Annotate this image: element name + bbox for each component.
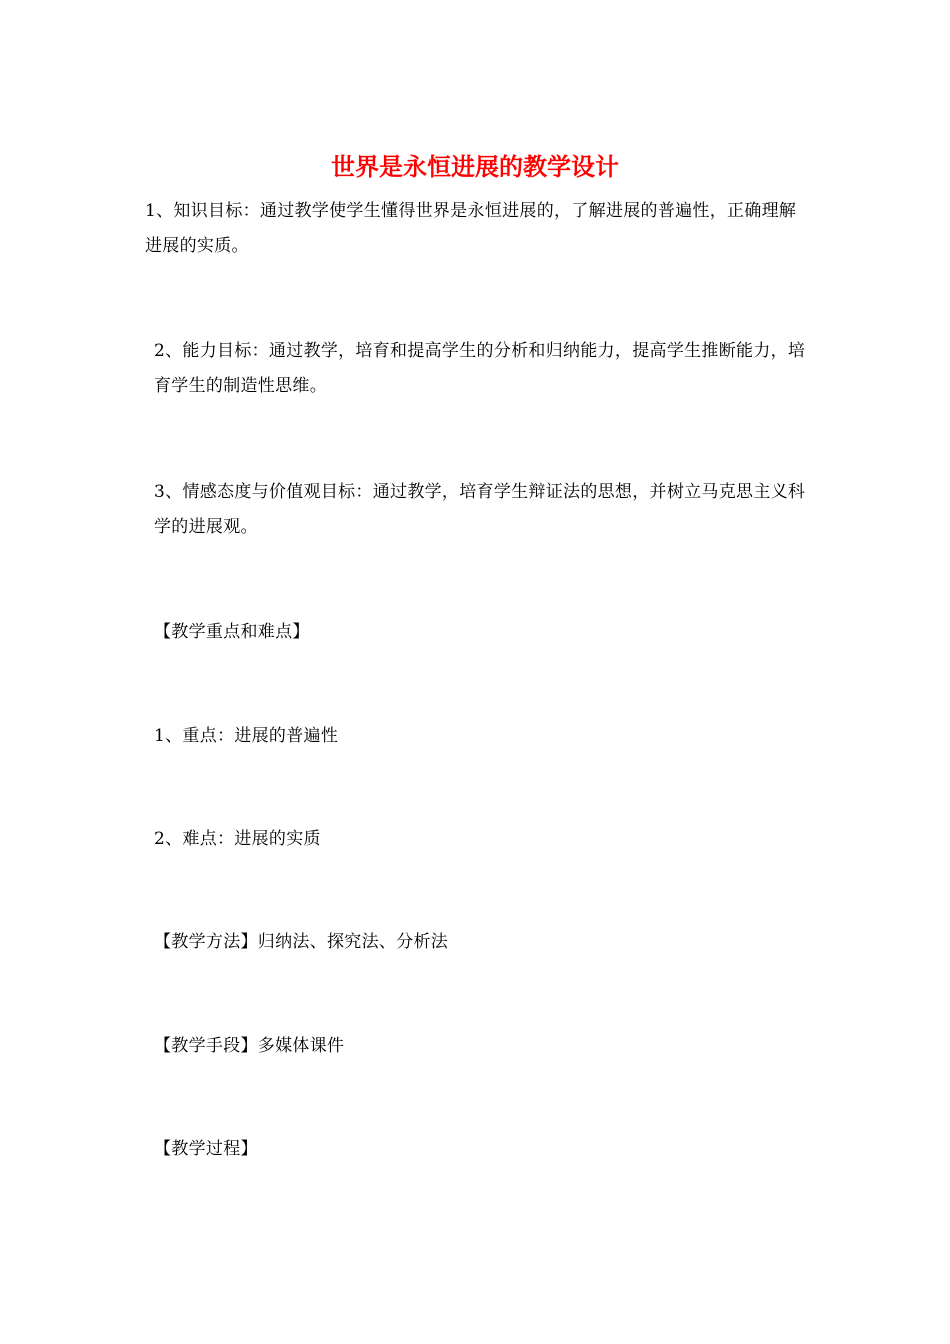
key-point: 1、重点：进展的普遍性 bbox=[154, 726, 339, 746]
objective-attitude: 3、情感态度与价值观目标：通过教学，培育学生辩证法的思想，并树立马克思主义科学的进展观。 bbox=[154, 482, 806, 537]
objective-ability: 2、能力目标：通过教学，培育和提高学生的分析和归纳能力，提高学生推断能力，培育学生的制造性思维。 bbox=[154, 341, 806, 396]
difficult-point: 2、难点：进展的实质 bbox=[154, 829, 321, 849]
teaching-process-heading: 【教学过程】 bbox=[154, 1139, 258, 1159]
key-points-heading: 【教学重点和难点】 bbox=[154, 622, 310, 642]
teaching-methods: 【教学方法】归纳法、探究法、分析法 bbox=[154, 932, 449, 952]
objective-knowledge: 1、知识目标：通过教学使学生懂得世界是永恒进展的，了解进展的普遍性，正确理解进展的实质。 bbox=[145, 201, 797, 256]
teaching-means: 【教学手段】多媒体课件 bbox=[154, 1036, 345, 1056]
document-title: 世界是永恒进展的教学设计 bbox=[331, 152, 619, 181]
